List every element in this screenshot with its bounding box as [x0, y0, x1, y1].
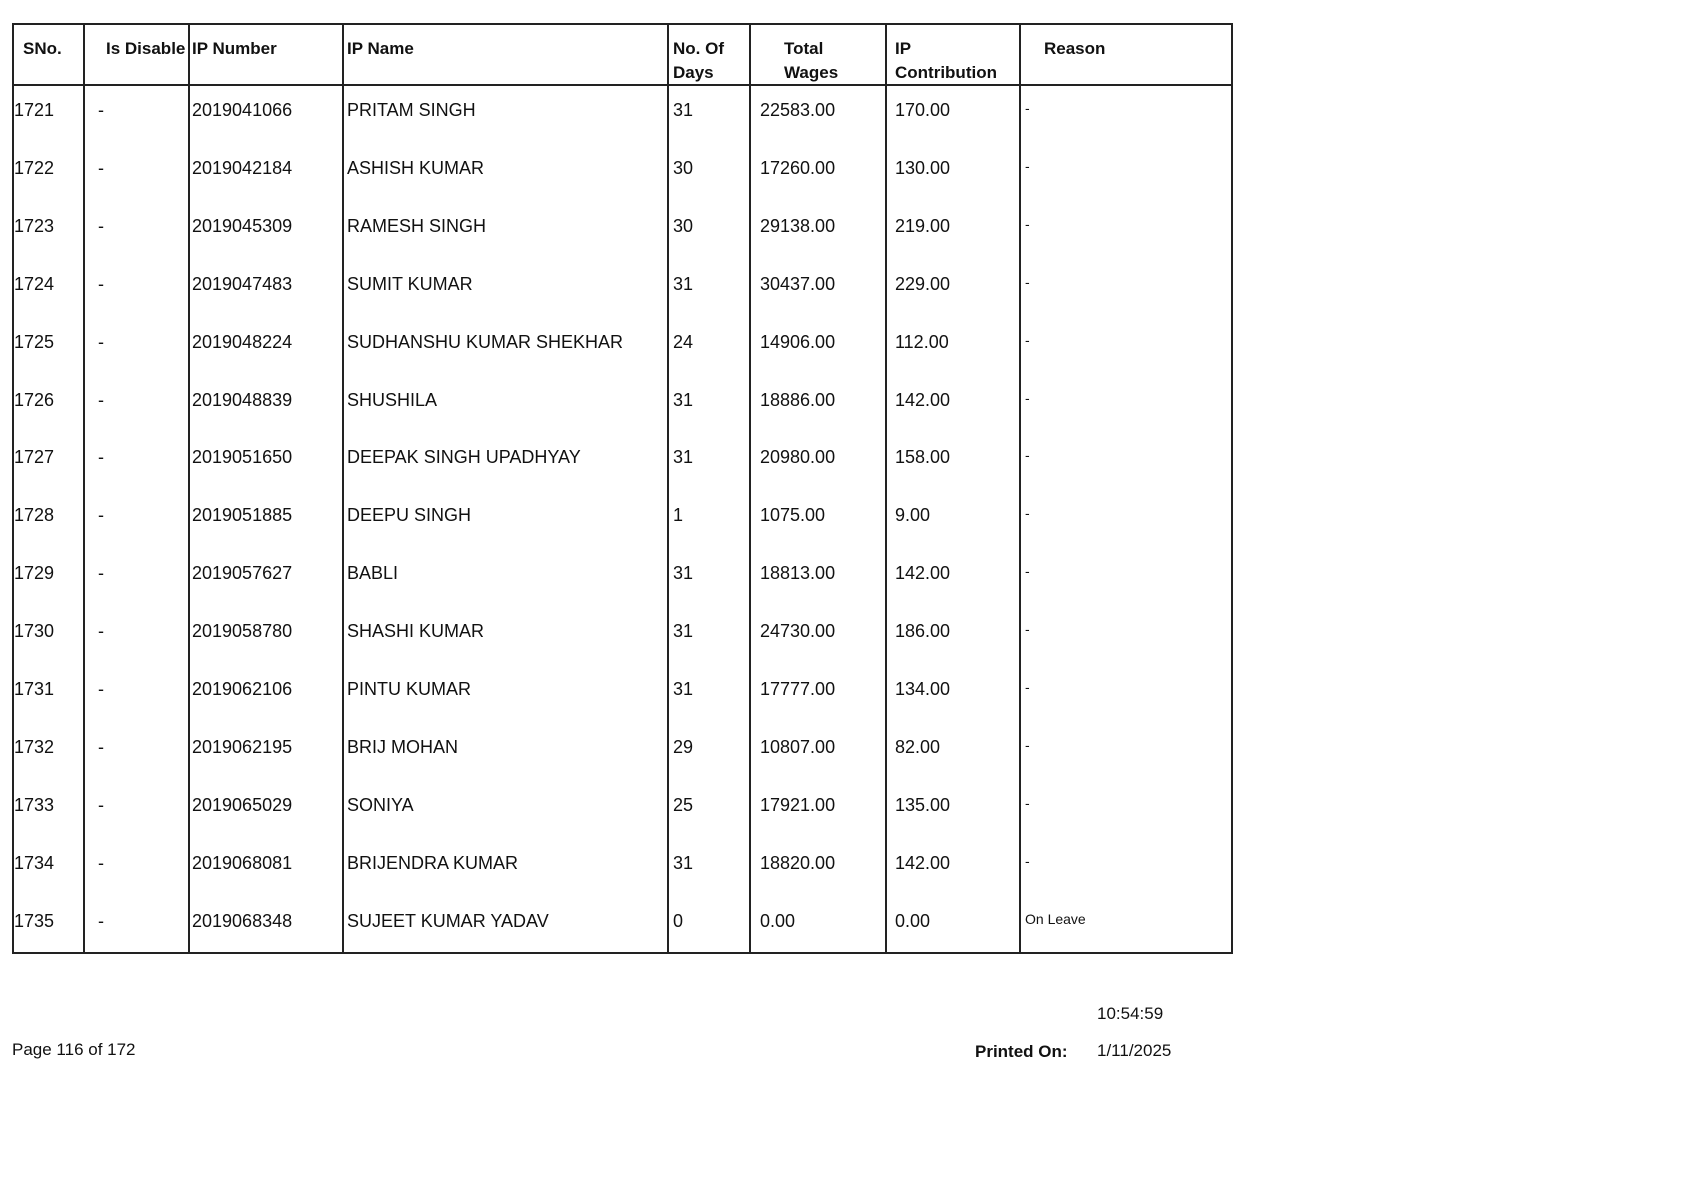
cell-contribution: 229.00 [895, 273, 951, 294]
cell-ip-number: 2019042184 [192, 157, 293, 178]
cell-is-disable: - [98, 331, 104, 352]
cell-sno: 1727 [14, 447, 55, 468]
table-row [14, 330, 1231, 388]
header-reason: Reason [1044, 39, 1106, 58]
header-days-line1: No. Of [673, 39, 724, 58]
cell-contribution: 130.00 [895, 157, 951, 178]
header-contrib-line1: IP [895, 39, 912, 58]
cell-contribution: 82.00 [895, 736, 941, 757]
cell-ip-number: 2019041066 [192, 100, 293, 120]
cell-wages: 18820.00 [760, 852, 836, 873]
cell-ip-number: 2019058780 [192, 621, 293, 642]
cell-is-disable: - [98, 389, 104, 410]
cell-days: 25 [673, 794, 694, 815]
cell-wages: 18813.00 [760, 563, 836, 584]
cell-is-disable: - [98, 852, 104, 873]
table-row [14, 214, 1231, 272]
table-row [14, 909, 1231, 967]
cell-is-disable: - [98, 100, 104, 120]
cell-is-disable: - [98, 273, 104, 294]
cell-ip-number: 2019065029 [192, 794, 293, 815]
cell-days: 31 [673, 621, 694, 642]
cell-wages: 24730.00 [760, 621, 836, 642]
cell-sno: 1722 [14, 157, 55, 178]
cell-wages: 0.00 [760, 910, 796, 931]
cell-ip-number: 2019048224 [192, 331, 293, 352]
cell-is-disable: - [98, 563, 104, 584]
table-row [14, 272, 1231, 330]
cell-sno: 1724 [14, 273, 55, 294]
cell-sno: 1728 [14, 505, 55, 526]
cell-wages: 17777.00 [760, 679, 836, 699]
cell-reason: - [1025, 273, 1030, 290]
cell-ip-name: PINTU KUMAR [347, 679, 472, 699]
cell-days: 29 [673, 736, 694, 757]
cell-contribution: 170.00 [895, 100, 951, 120]
table-row [14, 735, 1231, 793]
cell-ip-name: DEEPAK SINGH UPADHYAY [347, 447, 581, 468]
cell-sno: 1726 [14, 389, 55, 410]
cell-reason: - [1025, 794, 1030, 811]
cell-days: 31 [673, 852, 694, 873]
cell-reason: - [1025, 447, 1030, 464]
cell-sno: 1735 [14, 910, 55, 931]
header-ip-name: IP Name [347, 39, 414, 58]
header-contrib-line2: Contribution [895, 63, 997, 82]
cell-reason: - [1025, 389, 1030, 406]
cell-sno: 1729 [14, 563, 55, 584]
cell-reason: - [1025, 852, 1030, 869]
printed-on-label: Printed On: [975, 1042, 1068, 1061]
table-row [14, 388, 1231, 446]
cell-is-disable: - [98, 679, 104, 699]
cell-wages: 29138.00 [760, 215, 836, 236]
table-row [14, 851, 1231, 909]
printed-time: 10:54:59 [1097, 1004, 1164, 1023]
table-row [14, 561, 1231, 619]
cell-ip-name: PRITAM SINGH [347, 100, 476, 120]
cell-contribution: 0.00 [895, 910, 931, 931]
cell-ip-number: 2019062106 [192, 679, 293, 699]
cell-ip-number: 2019045309 [192, 215, 293, 236]
header-is-disable: Is Disable [106, 39, 186, 58]
cell-ip-name: SHUSHILA [347, 389, 438, 410]
cell-reason: - [1025, 100, 1030, 116]
cell-days: 31 [673, 273, 694, 294]
header-wages-line2: Wages [784, 63, 839, 82]
cell-ip-number: 2019048839 [192, 389, 293, 410]
cell-is-disable: - [98, 910, 104, 931]
table-row [14, 793, 1231, 851]
cell-is-disable: - [98, 736, 104, 757]
cell-ip-name: BRIJ MOHAN [347, 736, 459, 757]
header-wages-line1: Total [784, 39, 824, 58]
cell-reason: - [1025, 736, 1030, 753]
cell-days: 0 [673, 910, 684, 931]
cell-reason: On Leave [1025, 910, 1086, 927]
cell-contribution: 134.00 [895, 679, 951, 699]
table-row [14, 156, 1231, 214]
cell-sno: 1734 [14, 852, 55, 873]
cell-reason: - [1025, 215, 1030, 232]
cell-ip-name: DEEPU SINGH [347, 505, 472, 526]
cell-reason: - [1025, 563, 1030, 580]
table-row [14, 98, 1231, 156]
cell-days: 30 [673, 215, 694, 236]
cell-is-disable: - [98, 794, 104, 815]
cell-sno: 1733 [14, 794, 55, 815]
header-days-line2: Days [673, 63, 714, 82]
cell-ip-name: SUJEET KUMAR YADAV [347, 910, 549, 931]
cell-ip-name: SUMIT KUMAR [347, 273, 473, 294]
cell-days: 31 [673, 389, 694, 410]
cell-sno: 1732 [14, 736, 55, 757]
cell-contribution: 142.00 [895, 389, 951, 410]
cell-sno: 1730 [14, 621, 55, 642]
cell-contribution: 158.00 [895, 447, 951, 468]
cell-wages: 30437.00 [760, 273, 836, 294]
cell-reason: - [1025, 157, 1030, 174]
cell-contribution: 186.00 [895, 621, 951, 642]
cell-sno: 1731 [14, 679, 55, 699]
cell-ip-name: BRIJENDRA KUMAR [347, 852, 519, 873]
table-row [14, 445, 1231, 503]
cell-ip-name: SUDHANSHU KUMAR SHEKHAR [347, 331, 624, 352]
header-sno: SNo. [23, 39, 62, 58]
cell-wages: 22583.00 [760, 100, 836, 120]
table-row [14, 503, 1231, 561]
page-number: Page 116 of 172 [12, 1040, 136, 1059]
cell-days: 31 [673, 100, 694, 120]
cell-sno: 1725 [14, 331, 55, 352]
cell-days: 31 [673, 679, 694, 699]
cell-contribution: 219.00 [895, 215, 951, 236]
cell-ip-name: RAMESH SINGH [347, 215, 487, 236]
cell-is-disable: - [98, 215, 104, 236]
cell-wages: 10807.00 [760, 736, 836, 757]
cell-ip-number: 2019068348 [192, 910, 293, 931]
cell-contribution: 142.00 [895, 563, 951, 584]
cell-reason: - [1025, 505, 1030, 522]
cell-ip-number: 2019057627 [192, 563, 293, 584]
cell-wages: 1075.00 [760, 505, 826, 526]
cell-ip-number: 2019062195 [192, 736, 293, 757]
cell-contribution: 112.00 [895, 331, 949, 352]
cell-ip-name: SHASHI KUMAR [347, 621, 485, 642]
cell-ip-number: 2019047483 [192, 273, 293, 294]
table-row [14, 619, 1231, 677]
cell-wages: 18886.00 [760, 389, 836, 410]
cell-days: 31 [673, 563, 694, 584]
cell-reason: - [1025, 679, 1030, 695]
cell-wages: 17260.00 [760, 157, 836, 178]
cell-wages: 14906.00 [760, 331, 836, 352]
cell-sno: 1723 [14, 215, 55, 236]
cell-is-disable: - [98, 505, 104, 526]
printed-date: 1/11/2025 [1097, 1041, 1172, 1060]
cell-days: 30 [673, 157, 694, 178]
cell-ip-number: 2019068081 [192, 852, 293, 873]
cell-reason: - [1025, 331, 1030, 348]
cell-wages: 20980.00 [760, 447, 836, 468]
cell-ip-name: ASHISH KUMAR [347, 157, 485, 178]
header-divider [14, 84, 1233, 86]
table-row [14, 677, 1231, 735]
header-ip-number: IP Number [192, 39, 277, 58]
cell-ip-name: SONIYA [347, 794, 414, 815]
cell-contribution: 9.00 [895, 505, 931, 526]
cell-days: 31 [673, 447, 694, 468]
cell-is-disable: - [98, 447, 104, 468]
cell-contribution: 142.00 [895, 852, 951, 873]
cell-ip-number: 2019051650 [192, 447, 293, 468]
cell-is-disable: - [98, 621, 104, 642]
cell-reason: - [1025, 621, 1030, 638]
cell-is-disable: - [98, 157, 104, 178]
cell-days: 1 [673, 505, 684, 526]
cell-contribution: 135.00 [895, 794, 951, 815]
cell-ip-name: BABLI [347, 563, 399, 584]
cell-days: 24 [673, 331, 694, 352]
contribution-table [12, 23, 1233, 954]
cell-ip-number: 2019051885 [192, 505, 293, 526]
cell-wages: 17921.00 [760, 794, 836, 815]
cell-sno: 1721 [14, 100, 55, 120]
